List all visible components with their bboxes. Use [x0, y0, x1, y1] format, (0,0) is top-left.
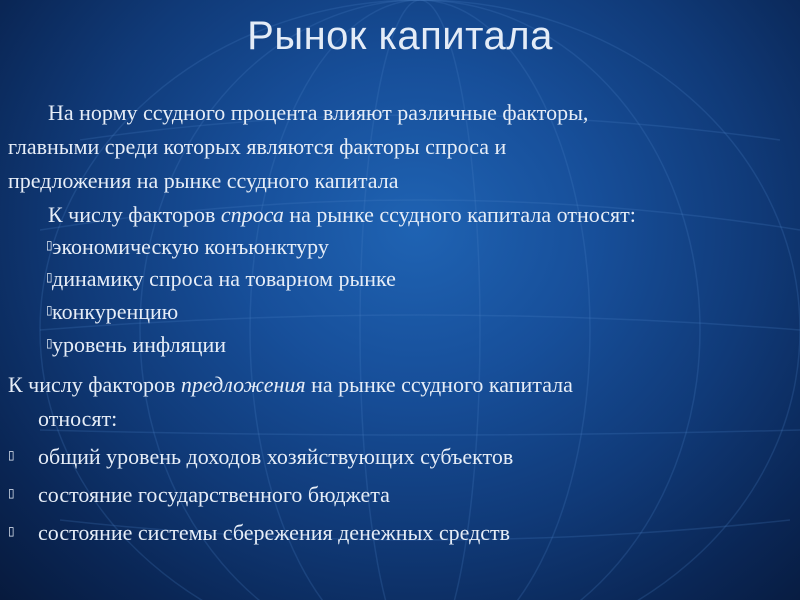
supply-heading-emphasis: предложения	[180, 372, 306, 397]
supply-item-2: состояние государственного бюджета	[38, 482, 390, 507]
intro-line-3: предложения на рынке ссудного капитала	[8, 168, 399, 193]
demand-item-1: экономическую конъюнктуру	[52, 234, 329, 259]
demand-bullet-3-icon: ▯	[46, 303, 53, 317]
demand-item-2: динамику спроса на товарном рынке	[52, 266, 396, 291]
slide-title: Рынок капитала	[247, 14, 553, 58]
demand-bullet-4-icon: ▯	[46, 336, 53, 350]
supply-item-3: состояние системы сбережения денежных средств	[38, 520, 511, 545]
supply-heading	[8, 372, 573, 398]
supply-bullet-3-icon: ▯	[8, 524, 15, 538]
supply-bullet-2-icon: ▯	[8, 486, 15, 500]
demand-heading-after: на рынке ссудного капитала относят:	[283, 202, 636, 227]
demand-heading	[48, 202, 636, 228]
demand-bullet-2-icon: ▯	[46, 270, 53, 284]
demand-bullet-1-icon: ▯	[46, 238, 53, 252]
demand-heading-before: К числу факторов	[48, 202, 221, 227]
supply-heading-line-2: относят:	[38, 406, 118, 431]
supply-bullet-1-icon: ▯	[8, 448, 15, 462]
demand-item-3: конкуренцию	[52, 299, 179, 324]
intro-line-2: главными среди которых являются факторы спроса и	[8, 134, 507, 159]
supply-heading-before: К числу факторов	[8, 372, 181, 397]
supply-item-1: общий уровень доходов хозяйствующих субъектов	[38, 444, 514, 469]
supply-heading-after: на рынке ссудного капитала	[305, 372, 573, 397]
demand-heading-emphasis: спроса	[220, 202, 284, 227]
demand-item-4: уровень инфляции	[52, 332, 227, 357]
intro-line-1: На норму ссудного процента влияют различные факторы,	[48, 100, 589, 125]
